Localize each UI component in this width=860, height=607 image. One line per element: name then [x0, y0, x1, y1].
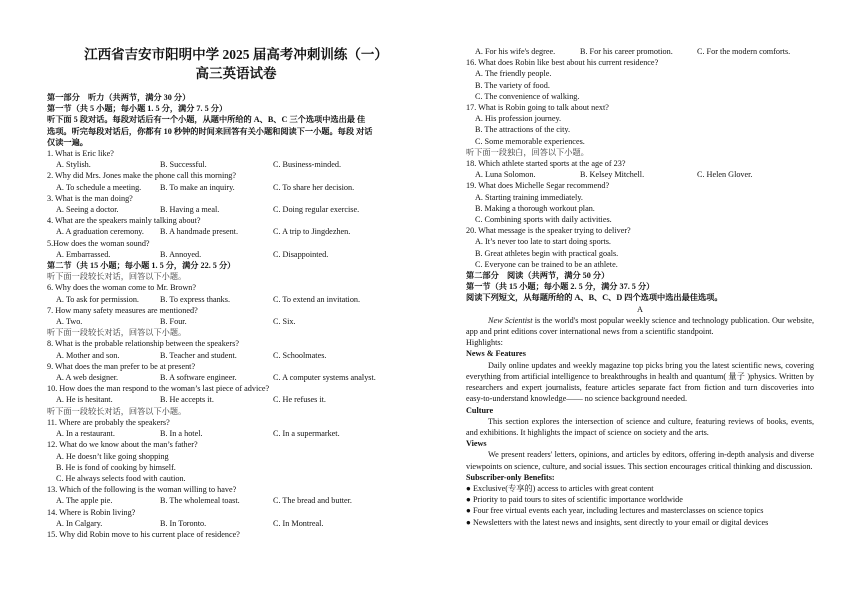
listening-instruction: 听下面一段较长对话，回答以下小题。 [47, 272, 187, 282]
question-stem: 20. What message is the speaker trying to deliver? [466, 226, 631, 236]
views-heading: Views [466, 439, 487, 449]
option-c: C. Schoolmates. [273, 350, 327, 360]
question-1 [47, 148, 425, 170]
option-b: B. He is fond of cooking by himself. [56, 462, 176, 472]
option-a: A. A graduation ceremony. [56, 227, 144, 237]
question-14 [47, 507, 425, 529]
question-13 [47, 484, 425, 506]
option-b: B. The variety of food. [475, 80, 550, 90]
intro-text: is the world's most popular weekly science and technology publication. Our website, app and print editions cover international news from a scientific standpoint. [466, 315, 814, 337]
part1-header: 第一部分 听力（共两节，满分 30 分） [47, 93, 191, 102]
listening-instruction: 听下面一段独白，回答以下小题。 [466, 147, 589, 157]
benefit-item: ● Priority to paid tours to sites of scientific importance worldwide [466, 495, 683, 505]
option-c: C. Disappointed. [273, 249, 329, 259]
news-heading: News & Features [466, 349, 526, 359]
question-10 [47, 383, 425, 405]
benefit-item: ● Four free virtual events each year, including lectures and masterclasses on science topics [466, 506, 764, 516]
option-b: B. Having a meal. [160, 205, 220, 215]
option-a: A. Embarrassed. [56, 249, 111, 259]
right-column [466, 46, 814, 528]
option-row [47, 394, 425, 405]
option-c: C. Six. [273, 317, 296, 327]
question-stem: 1. What is Eric like? [47, 149, 114, 159]
option-a: A. In Calgary. [56, 518, 103, 528]
option-a: A. The friendly people. [475, 69, 552, 79]
option-b: B. To make an inquiry. [160, 182, 235, 192]
question-stem: 5.How does the woman sound? [47, 238, 150, 248]
listening-instruction: 听下面一段较长对话，回答以下小题。 [47, 328, 187, 338]
question-5 [47, 238, 425, 260]
news-body: Daily online updates and weekly magazine top picks bring you the latest scientific news, covering everything from artificial intelligence to breakthroughs in health and quantum( 量子 )physics. Written by researchers and expert journalists, feature articles separate fact from fiction and turn discoveries into easy-to-understand knowledge—— no science background needed. [466, 360, 814, 404]
option-row [47, 182, 425, 193]
option-row [47, 204, 425, 215]
option-a: A. He doesn’t like going shopping [56, 451, 169, 461]
listening-instruction: 听下面一段较长对话，回答以下小题。 [47, 406, 187, 416]
part2-header: 第二部分 阅读（共两节，满分 50 分） [466, 271, 610, 281]
option-row [47, 350, 425, 361]
question-stem: 6. Why does the woman come to Mr. Brown? [47, 283, 197, 293]
bullet-icon: ● [466, 483, 471, 493]
option-c: C. The convenience of walking. [475, 91, 580, 101]
question-stem: 18. Which athlete started sports at the age of 23? [466, 159, 626, 169]
question-stem: 14. Where is Robin living? [47, 507, 136, 517]
option-row [47, 372, 425, 383]
question-stem: 13. Which of the following is the woman willing to have? [47, 485, 237, 495]
option-row [47, 316, 425, 327]
option-b: B. Great athletes begin with practical goals. [475, 248, 619, 258]
question-stem: 4. What are the speakers mainly talking about? [47, 216, 201, 226]
question-stem: 15. Why did Robin move to his current place of residence? [47, 529, 240, 539]
option-b: B. Annoyed. [160, 249, 202, 259]
reading-instruction: 阅读下列短文，从每题所给的 A、B、C、D 四个选项中选出最佳选项。 [466, 293, 723, 303]
exam-title: 江西省吉安市阳明中学 2025 届高考冲刺训练（一） [84, 47, 388, 62]
passage-letter: A [637, 304, 643, 314]
publication-name: New Scientist [488, 315, 533, 325]
option-a: A. Stylish. [56, 160, 91, 170]
question-7 [47, 305, 425, 327]
option-c: C. In Montreal. [273, 518, 324, 528]
bullet-icon: ● [466, 517, 471, 527]
question-16 [466, 57, 814, 102]
option-b: B. In a hotel. [160, 429, 203, 439]
question-3 [47, 193, 425, 215]
option-b: B. To express thanks. [160, 294, 231, 304]
option-c: C. Doing regular exercise. [273, 205, 360, 215]
question-stem: 10. How does the man respond to the woman’s last piece of advice? [47, 384, 270, 394]
question-19 [466, 180, 814, 225]
question-stem: 3. What is the man doing? [47, 193, 133, 203]
option-row [47, 495, 425, 506]
option-a: A. Seeing a doctor. [56, 205, 119, 215]
option-row [47, 428, 425, 439]
culture-body: This section explores the intersection of science and culture, featuring reviews of books, events, and exhibitions. It highlights the impact of science on society and the arts. [466, 416, 814, 437]
question-stem: 19. What does Michelle Segar recommend? [466, 181, 610, 191]
section1-header: 第一节（共 5 小题；每小题 1. 5 分，满分 7. 5 分） [47, 104, 228, 114]
option-c: C. In a supermarket. [273, 429, 340, 439]
bullet-icon: ● [466, 495, 471, 505]
option-c: C. To extend an invitation. [273, 294, 361, 304]
option-row [466, 46, 814, 57]
question-2 [47, 170, 425, 192]
question-12 [47, 439, 425, 484]
option-b: B. Successful. [160, 160, 207, 170]
highlights-label: Highlights: [466, 338, 503, 348]
option-c: C. He always selects food with caution. [56, 473, 186, 483]
part2-section1-header: 第一节（共 15 小题；每小题 2. 5 分，满分 37. 5 分） [466, 282, 655, 292]
passage-intro [466, 315, 814, 337]
question-stem: 9. What does the man prefer to be at present? [47, 361, 196, 371]
option-a: A. He is hesitant. [56, 395, 113, 405]
option-c: C. A computer systems analyst. [273, 373, 376, 383]
question-20 [466, 225, 814, 270]
left-column [47, 0, 425, 540]
option-a: A. His profession journey. [475, 114, 562, 124]
option-b: B. The wholemeal toast. [160, 496, 240, 506]
option-a: A. To ask for permission. [56, 294, 139, 304]
question-stem: 8. What is the probable relationship between the speakers? [47, 339, 239, 349]
section1-instruction: 选项。听完每段对话后，你都有 10 秒钟的时间来回答有关小题和阅读下一小题。每段 对话 [47, 126, 373, 136]
benefits-heading: Subscriber-only Benefits: [466, 472, 555, 482]
option-c: C. He refuses it. [273, 395, 326, 405]
option-row [47, 226, 425, 237]
option-c: C. Helen Glover. [697, 170, 753, 180]
question-18 [466, 158, 814, 180]
option-a: A. A web designer. [56, 373, 119, 383]
question-stem: 16. What does Robin like best about his current residence? [466, 58, 659, 68]
option-c: C. To share her decision. [273, 182, 355, 192]
question-stem: 17. What is Robin going to talk about next? [466, 103, 609, 113]
views-body: We present readers' letters, opinions, and articles by editors, offering in-depth analysis and diverse viewpoints on science, culture, and social issues. This section encourages critical thinking and discussion. [466, 450, 814, 471]
option-b: B. For his career promotion. [580, 47, 673, 56]
option-a: A. Luna Solomon. [475, 170, 536, 180]
question-9 [47, 361, 425, 383]
option-c: C. The bread and butter. [273, 496, 352, 506]
option-c: C. For the modern comforts. [697, 47, 791, 56]
exam-subtitle: 高三英语试卷 [195, 66, 277, 81]
benefit-item: ● Newsletters with the latest news and insights, sent directly to your email or digital devices [466, 517, 769, 527]
option-row [47, 159, 425, 170]
question-17 [466, 102, 814, 147]
section1-instruction: 仅读一遍。 [47, 137, 88, 147]
option-b: B. He accepts it. [160, 395, 214, 405]
option-c: C. Some memorable experiences. [475, 136, 585, 146]
section2-header: 第二节（共 15 小题；每小题 1. 5 分，满分 22. 5 分） [47, 261, 236, 271]
culture-heading: Culture [466, 405, 494, 415]
option-a: A. Mother and son. [56, 350, 120, 360]
option-a: A. Starting training immediately. [475, 192, 583, 202]
question-11 [47, 417, 425, 439]
option-b: B. Four. [160, 317, 187, 327]
option-b: B. The attractions of the city. [475, 125, 571, 135]
question-stem: 11. Where are probably the speakers? [47, 417, 170, 427]
option-row [466, 169, 814, 180]
benefit-item: ● Exclusive(专享的) access to articles with great content [466, 483, 654, 493]
option-b: B. In Toronto. [160, 518, 207, 528]
option-b: B. Making a thorough workout plan. [475, 203, 595, 213]
option-a: A. Two. [56, 317, 83, 327]
section1-instruction: 听下面 5 段对话。每段对话后有一个小题，从题中所给的 A、B、C 三个选项中选出最 佳 [47, 115, 366, 125]
bullet-icon: ● [466, 506, 471, 516]
option-c: C. A trip to Jingdezhen. [273, 227, 351, 237]
option-c: C. Everyone can be trained to be an athlete. [475, 259, 618, 269]
option-a: A. In a restaurant. [56, 429, 115, 439]
option-b: B. A handmade present. [160, 227, 238, 237]
option-row [47, 249, 425, 260]
option-b: B. Teacher and student. [160, 350, 237, 360]
question-stem: 7. How many safety measures are mentioned? [47, 305, 198, 315]
option-row [47, 518, 425, 529]
option-c: C. Combining sports with daily activities. [475, 215, 612, 225]
option-a: A. It’s never too late to start doing sports. [475, 237, 611, 247]
option-a: A. The apple pie. [56, 496, 113, 506]
question-stem: 2. Why did Mrs. Jones make the phone call this morning? [47, 171, 237, 181]
question-stem: 12. What do we know about the man’s father? [47, 440, 198, 450]
option-b: B. A software engineer. [160, 373, 237, 383]
option-a: A. To schedule a meeting. [56, 182, 142, 192]
option-c: C. Business-minded. [273, 160, 342, 170]
option-a: A. For his wife's degree. [475, 47, 556, 56]
question-4 [47, 215, 425, 237]
option-b: B. Kelsey Mitchell. [580, 170, 645, 180]
option-row [47, 294, 425, 305]
question-8 [47, 338, 425, 360]
question-6 [47, 282, 425, 304]
